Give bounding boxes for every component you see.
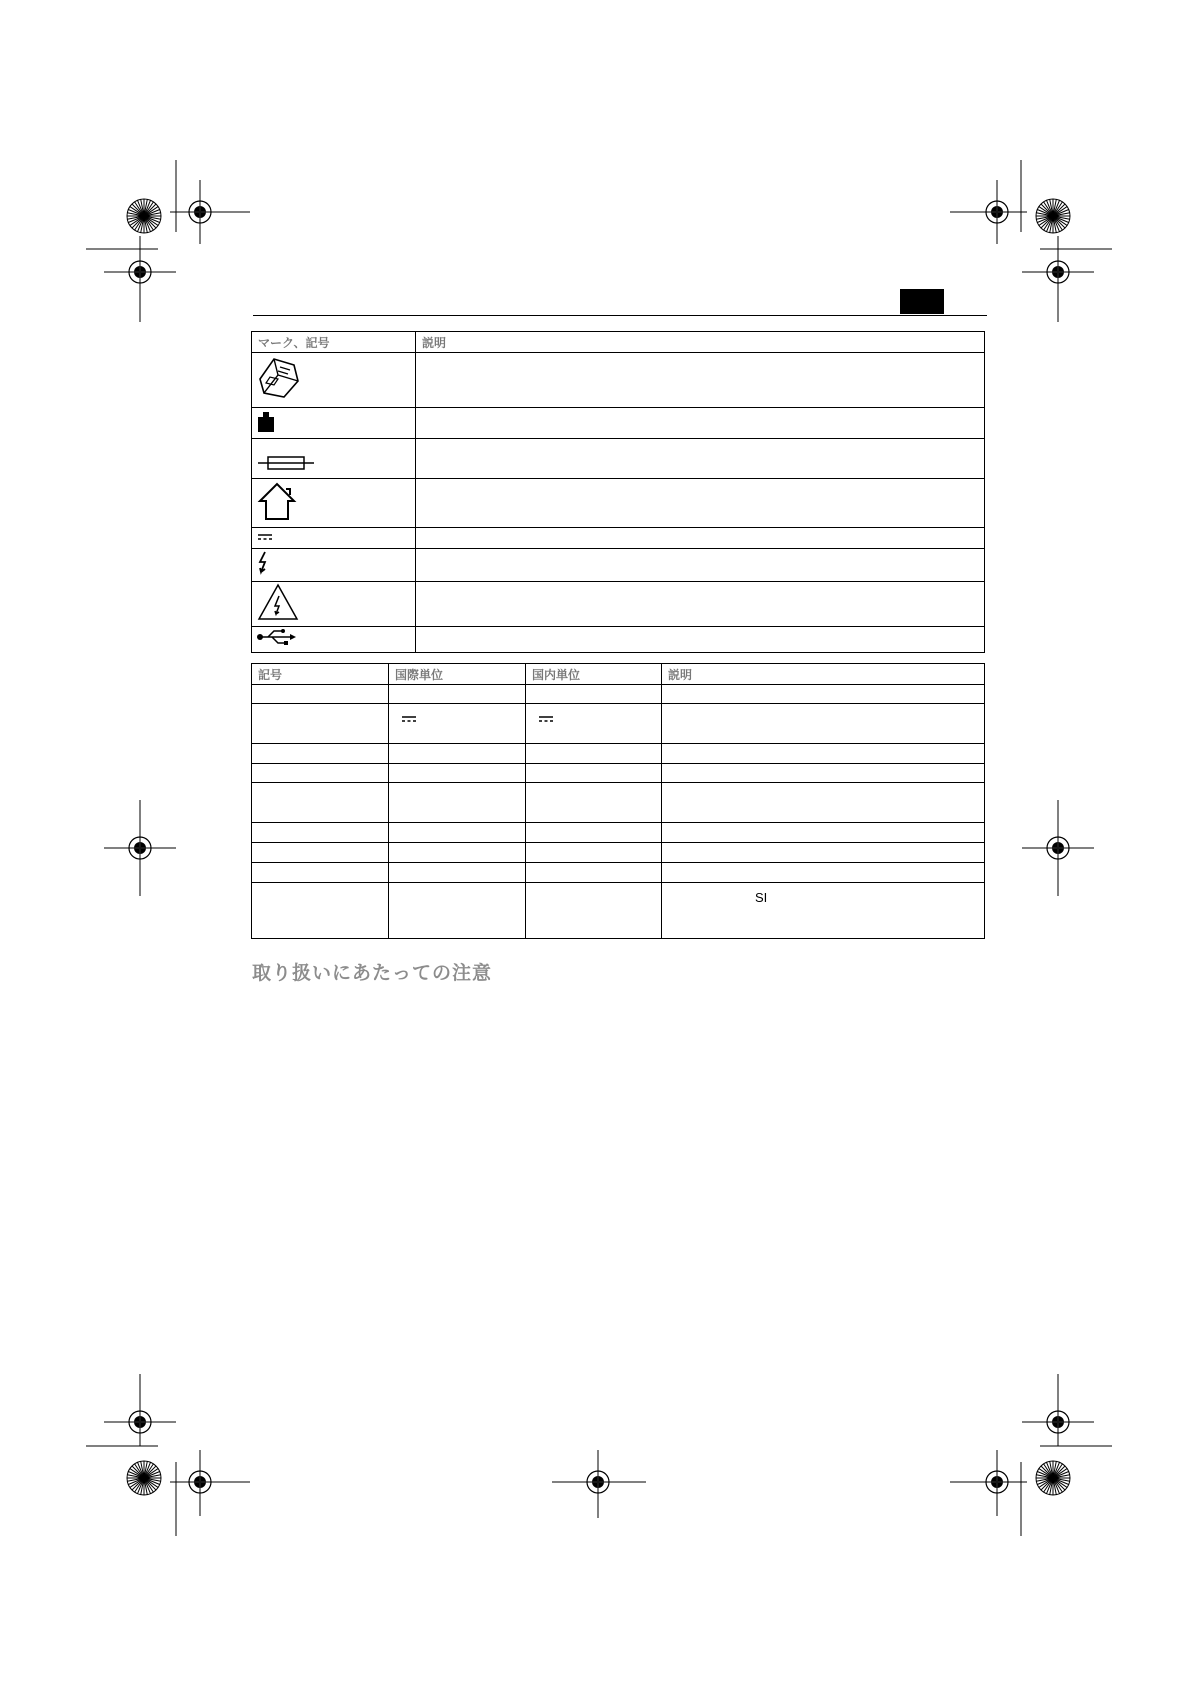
dc-sign-domestic xyxy=(526,704,662,744)
description-cell xyxy=(416,528,985,549)
battery-pack-icon xyxy=(252,353,416,408)
table-row xyxy=(252,353,985,408)
header-description: 説明 xyxy=(662,664,985,685)
table-row xyxy=(252,549,985,582)
header-domestic-unit: 国内単位 xyxy=(526,664,662,685)
direct-current-icon xyxy=(252,528,416,549)
header-mark: マーク、記号 xyxy=(252,332,416,353)
table-row xyxy=(252,439,985,479)
table-row xyxy=(252,582,985,627)
table-header-row xyxy=(252,332,985,353)
electric-hazard-warning-icon xyxy=(252,582,416,627)
table-row xyxy=(252,685,985,704)
description-cell xyxy=(416,549,985,582)
description-cell xyxy=(416,439,985,479)
weight-icon xyxy=(252,408,416,439)
table-row xyxy=(252,843,985,863)
table-row xyxy=(252,823,985,843)
table-row xyxy=(252,764,985,783)
si-label: SI xyxy=(755,890,768,905)
dc-sign-international xyxy=(389,704,526,744)
description-cell xyxy=(416,408,985,439)
si-cell xyxy=(662,883,985,939)
header-symbol: 記号 xyxy=(252,664,389,685)
lightning-icon xyxy=(252,549,416,582)
description-cell xyxy=(416,627,985,653)
symbol-table xyxy=(251,331,985,653)
units-table xyxy=(251,663,985,939)
table-row xyxy=(252,627,985,653)
table-row xyxy=(252,528,985,549)
table-row xyxy=(252,883,985,939)
table-row xyxy=(252,479,985,528)
language-tab-block xyxy=(900,289,944,314)
description-cell xyxy=(416,582,985,627)
table-row xyxy=(252,408,985,439)
description-cell xyxy=(416,479,985,528)
section-heading: 取り扱いにあたっての注意 xyxy=(252,962,493,984)
table-header-row xyxy=(252,664,985,685)
table-row xyxy=(252,783,985,823)
table-row xyxy=(252,863,985,883)
usb-icon xyxy=(252,627,416,653)
table-row xyxy=(252,744,985,764)
indoor-use-house-icon xyxy=(252,479,416,528)
header-rule xyxy=(253,315,987,316)
description-cell xyxy=(416,353,985,408)
table-row xyxy=(252,704,985,744)
header-description: 説明 xyxy=(416,332,985,353)
fuse-icon xyxy=(252,439,416,479)
header-international-unit: 国際単位 xyxy=(389,664,526,685)
